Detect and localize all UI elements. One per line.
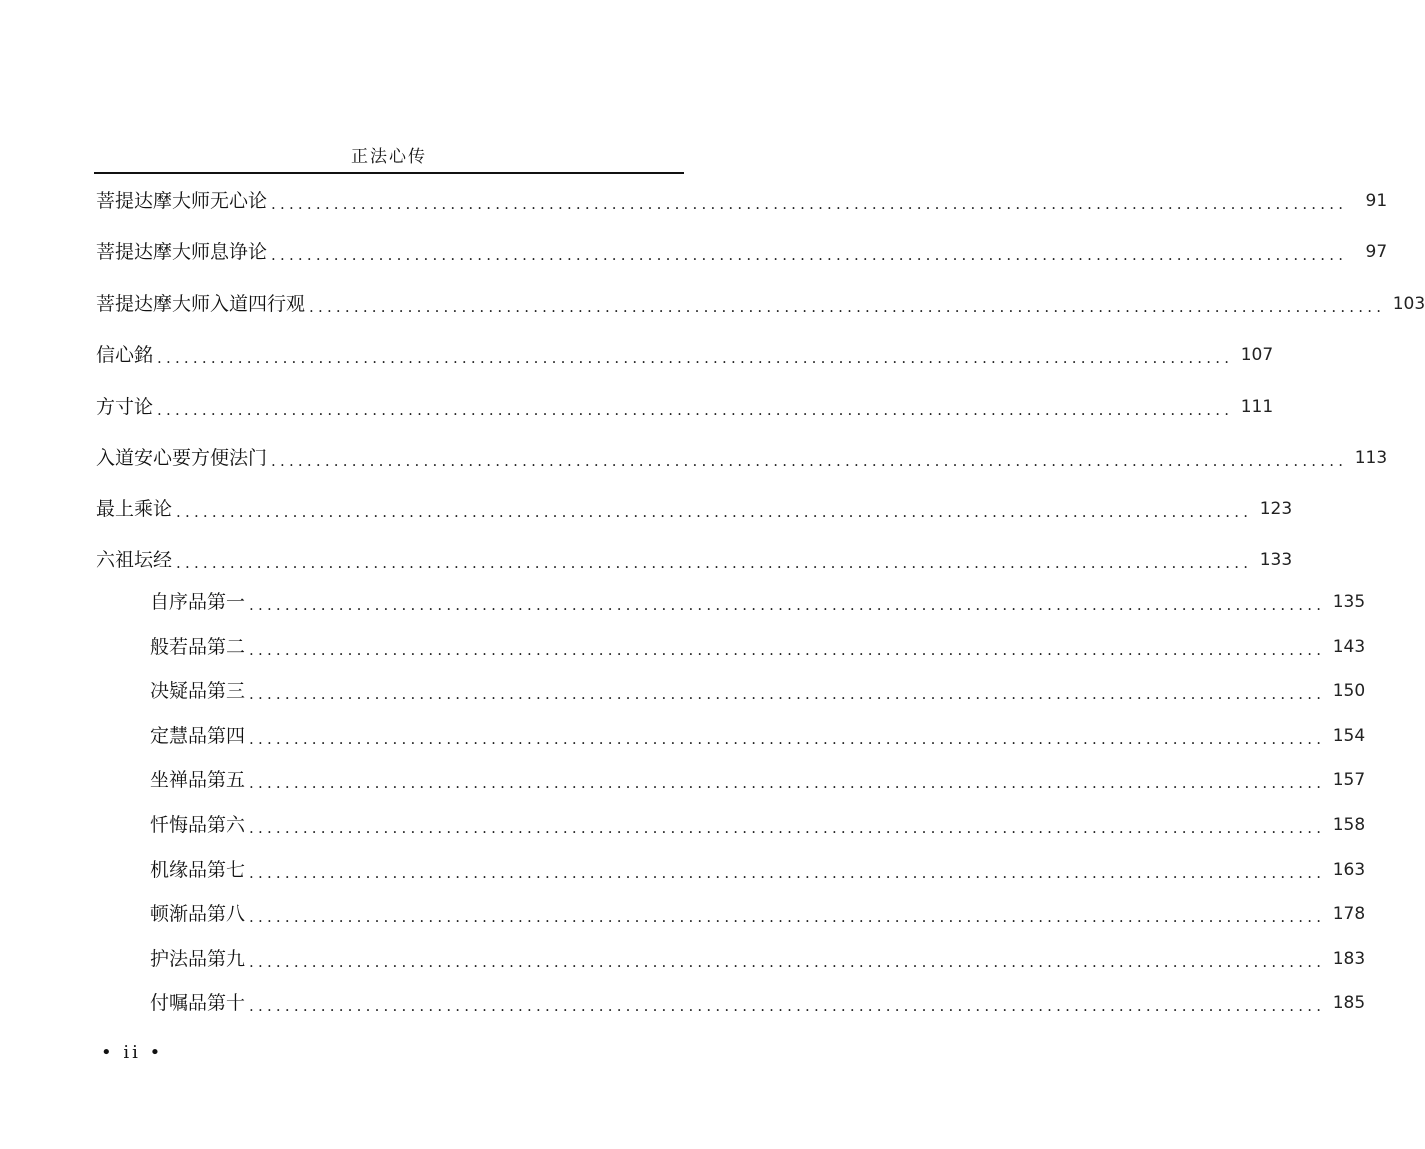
- toc-subentry[interactable]: [150, 946, 1366, 972]
- dot-leader: ........................................................................................................................: [249, 953, 1326, 971]
- dot-leader: ........................................................................................................................: [271, 195, 1348, 213]
- toc-entry-title: 最上乘论: [96, 498, 173, 520]
- toc-entry-title: 信心銘: [96, 344, 154, 366]
- toc-entry-page: 107: [1240, 345, 1274, 365]
- dot-leader: ........................................................................................................................: [249, 641, 1326, 659]
- toc-entry-title: 菩提达摩大师无心论: [96, 190, 268, 212]
- toc-entry-page: 103: [1392, 294, 1425, 314]
- toc-entry[interactable]: [96, 547, 1293, 573]
- toc-entry[interactable]: [96, 188, 1388, 214]
- toc-entry-page: 113: [1354, 448, 1388, 468]
- toc-entry-page: 185: [1332, 993, 1366, 1013]
- toc-entry-title: 护法品第九: [150, 948, 246, 970]
- dot-leader: ........................................................................................................................: [176, 554, 1253, 572]
- toc-entry-title: 顿渐品第八: [150, 903, 246, 925]
- toc-entry-page: 135: [1332, 592, 1366, 612]
- toc-subentry[interactable]: [150, 589, 1366, 615]
- toc-entry-page: 183: [1332, 949, 1366, 969]
- toc-entry-page: 158: [1332, 815, 1366, 835]
- toc-subentry[interactable]: [150, 812, 1366, 838]
- dot-leader: ........................................................................................................................: [249, 774, 1326, 792]
- toc-entry[interactable]: [96, 239, 1388, 265]
- toc-entry[interactable]: [96, 291, 1425, 317]
- toc-subentry[interactable]: [150, 990, 1366, 1016]
- toc-subentry[interactable]: [150, 901, 1366, 927]
- toc-entry-page: 150: [1332, 681, 1366, 701]
- toc-entry-title: 机缘品第七: [150, 859, 246, 881]
- dot-leader: ........................................................................................................................: [249, 596, 1326, 614]
- toc-entry[interactable]: [96, 496, 1293, 522]
- toc-entry[interactable]: [96, 445, 1388, 471]
- toc-entry-title: 决疑品第三: [150, 680, 246, 702]
- toc-entry-page: 154: [1332, 726, 1366, 746]
- dot-leader: ........................................................................................................................: [157, 349, 1234, 367]
- toc-entry-title: 忏悔品第六: [150, 814, 246, 836]
- dot-leader: ........................................................................................................................: [249, 997, 1326, 1015]
- toc-entry-page: 157: [1332, 770, 1366, 790]
- toc-entry-title: 菩提达摩大师入道四行观: [96, 293, 306, 315]
- dot-leader: ........................................................................................................................: [249, 908, 1326, 926]
- toc-entry-page: 163: [1332, 860, 1366, 880]
- dot-leader: ........................................................................................................................: [249, 730, 1326, 748]
- toc-entry-title: 般若品第二: [150, 636, 246, 658]
- toc-entry-title: 方寸论: [96, 396, 154, 418]
- toc-subentry[interactable]: [150, 723, 1366, 749]
- toc-subentry[interactable]: [150, 634, 1366, 660]
- book-title: 正法心传: [351, 147, 427, 167]
- toc-entry-page: 111: [1240, 397, 1274, 417]
- toc-entry-title: 入道安心要方便法门: [96, 447, 268, 469]
- toc-entry[interactable]: [96, 342, 1274, 368]
- toc-entry-page: 91: [1365, 191, 1388, 211]
- dot-leader: ........................................................................................................................: [249, 864, 1326, 882]
- dot-leader: ........................................................................................................................: [271, 246, 1348, 264]
- toc-entry-page: 133: [1259, 550, 1293, 570]
- toc-entry-title: 六祖坛经: [96, 549, 173, 571]
- dot-leader: ........................................................................................................................: [157, 401, 1234, 419]
- toc-entry-page: 123: [1259, 499, 1293, 519]
- dot-leader: ........................................................................................................................: [249, 819, 1326, 837]
- toc-entry-title: 菩提达摩大师息诤论: [96, 241, 268, 263]
- toc-entry-title: 定慧品第四: [150, 725, 246, 747]
- toc-subentry[interactable]: [150, 857, 1366, 883]
- toc-entry-page: 143: [1332, 637, 1366, 657]
- dot-leader: ........................................................................................................................: [309, 298, 1386, 316]
- toc-entry-page: 178: [1332, 904, 1366, 924]
- dot-leader: ........................................................................................................................: [271, 452, 1348, 470]
- toc-entry-title: 付嘱品第十: [150, 992, 246, 1014]
- toc-entry-title: 坐禅品第五: [150, 769, 246, 791]
- dot-leader: ........................................................................................................................: [249, 685, 1326, 703]
- toc-subentry[interactable]: [150, 678, 1366, 704]
- page-number: • ii •: [101, 1042, 164, 1063]
- toc-entry[interactable]: [96, 394, 1274, 420]
- toc-entry-page: 97: [1365, 242, 1388, 262]
- toc-subentry[interactable]: [150, 767, 1366, 793]
- dot-leader: ........................................................................................................................: [176, 503, 1253, 521]
- toc-entry-title: 自序品第一: [150, 591, 246, 613]
